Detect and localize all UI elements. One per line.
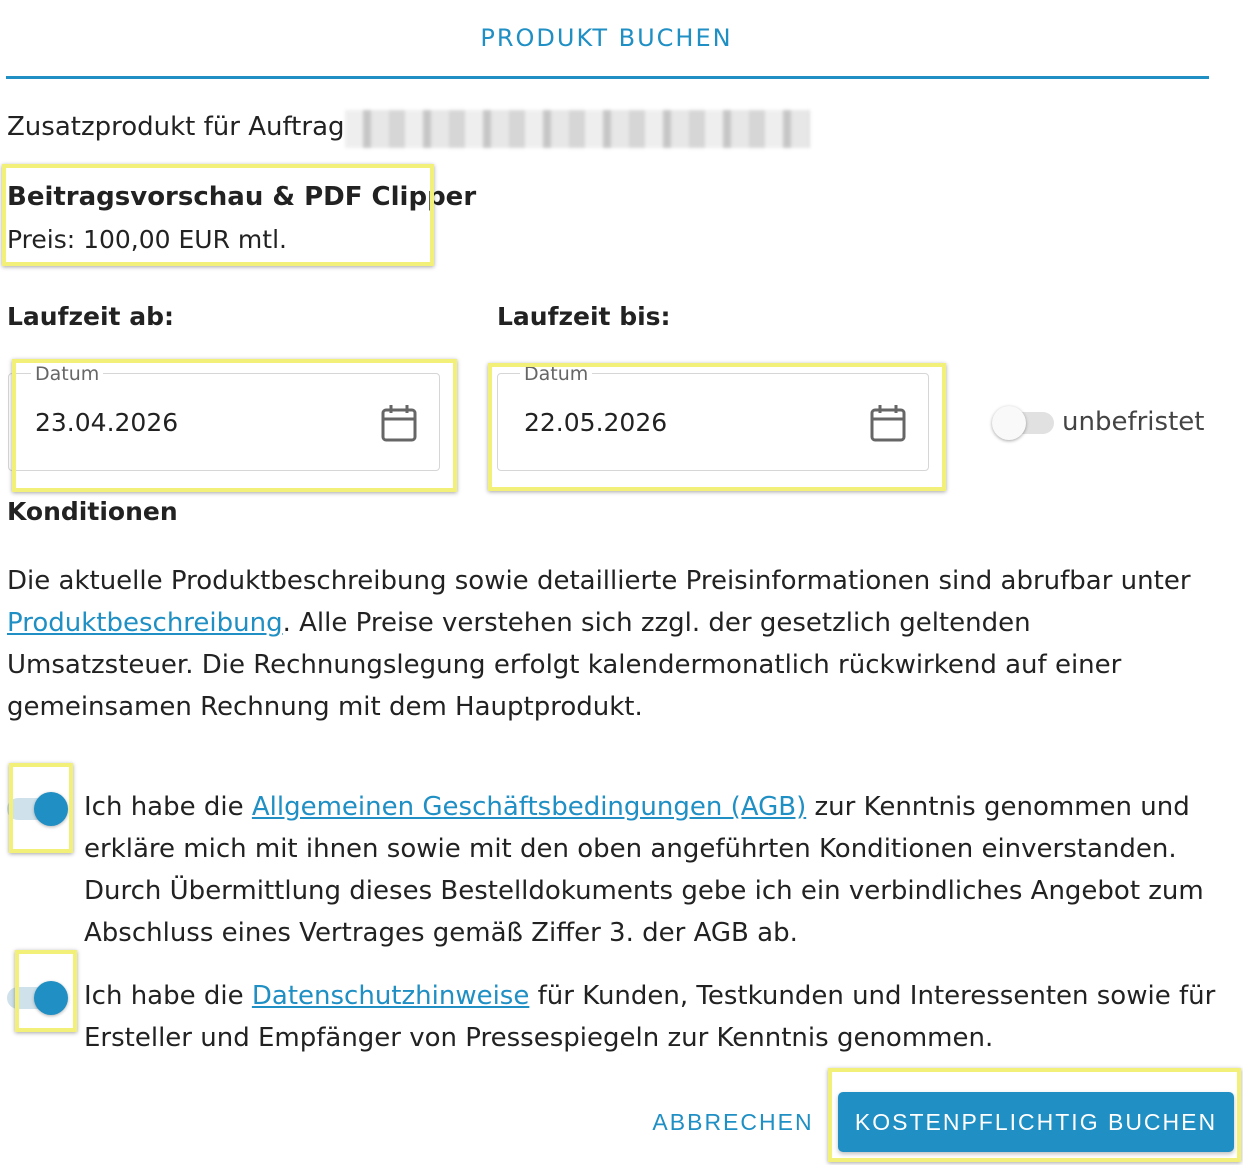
date-to-legend: Datum [520,363,592,385]
term-to-label: Laufzeit bis: [497,302,671,331]
agb-text-start: Ich habe die [84,792,252,822]
product-price: Preis: 100,00 EUR mtl. [7,225,287,254]
privacy-text [84,975,1224,1059]
cancel-button[interactable]: ABBRECHEN [640,1098,826,1146]
toggle-knob[interactable] [34,792,68,826]
dialog-title: PRODUKT BUCHEN [480,24,733,52]
book-button[interactable]: KOSTENPFLICHTIG BUCHEN [838,1092,1234,1152]
conditions-heading: Konditionen [7,497,178,526]
title-divider [6,76,1209,79]
calendar-icon[interactable] [381,404,417,442]
date-from-value[interactable]: 23.04.2026 [35,408,179,437]
agb-text-end: zur Kenntnis genommen und erkläre mich mit ihnen sowie mit den oben angeführten Konditionen einverstanden. Durch Übermittlung dieses Bestelldokuments gebe ich ein verbindliches Angebot zum Abschluss eines Vertrages gemäß Ziffer 3. der AGB ab. [84,792,1204,948]
toggle-knob[interactable] [992,406,1026,440]
conditions-text-start: Die aktuelle Produktbeschreibung sowie detaillierte Preisinformationen sind abrufbar unter [7,566,1191,596]
order-label: Zusatzprodukt für Auftrag [7,112,345,142]
toggle-knob[interactable] [34,981,68,1015]
conditions-text [7,560,1222,728]
date-from-legend: Datum [31,363,103,385]
date-to-field[interactable] [497,363,929,471]
date-to-value[interactable]: 22.05.2026 [524,408,668,437]
product-name: Beitragsvorschau & PDF Clipper [7,182,477,212]
privacy-text-end: für Kunden, Testkunden und Interessenten sowie für Ersteller und Empfänger von Pressespiegeln zur Kenntnis genommen. [84,981,1216,1053]
agb-text [84,786,1224,954]
term-from-label: Laufzeit ab: [7,302,174,331]
privacy-link[interactable]: Datenschutzhinweise [251,981,530,1011]
product-description-link[interactable]: Produktbeschreibung [7,608,283,638]
date-from-field[interactable] [8,363,440,471]
conditions-text-end: . Alle Preise verstehen sich zzgl. der gesetzlich geltenden Umsatzsteuer. Die Rechnungslegung erfolgt kalendermonatlich rückwirkend auf einer gemeinsamen Rechnung mit dem Hauptprodukt. [7,608,1122,722]
redacted-order-number [345,110,810,148]
privacy-text-start: Ich habe die [84,981,252,1011]
unlimited-label: unbefristet [1062,407,1205,437]
agb-link[interactable]: Allgemeinen Geschäftsbedingungen (AGB) [251,792,807,822]
calendar-icon[interactable] [870,404,906,442]
